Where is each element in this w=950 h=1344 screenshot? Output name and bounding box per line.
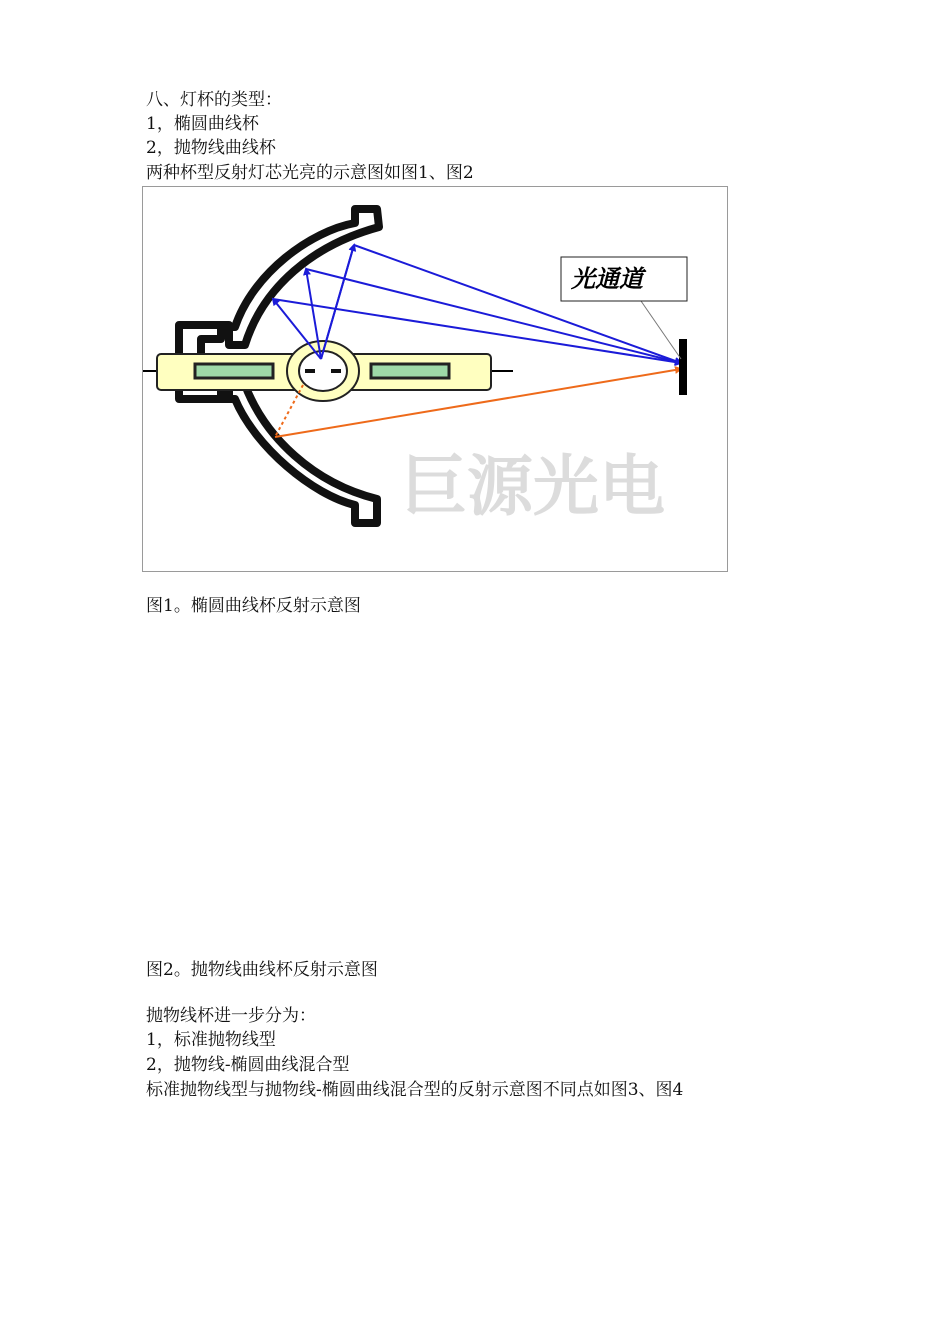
figure-caption: 图1。椭圆曲线杯反射示意图	[146, 596, 361, 616]
figure-caption: 图2。抛物线曲线杯反射示意图	[146, 960, 378, 980]
intro-text: 两种杯型反射灯芯光亮的示意图如图1、图2	[146, 163, 474, 183]
paragraph-intro: 抛物线杯进一步分为：	[146, 1006, 316, 1026]
list-item: 1，标准抛物线型	[146, 1030, 276, 1050]
light-gate	[679, 339, 687, 395]
list-item: 2，抛物线-椭圆曲线混合型	[146, 1055, 350, 1075]
list-item: 1，椭圆曲线杯	[146, 114, 259, 134]
watermark-text: 巨源光电	[401, 448, 665, 525]
callout-label: 光通道	[571, 265, 643, 293]
lamp-electrode-right	[371, 364, 449, 378]
section-heading: 八、灯杯的类型：	[146, 90, 282, 110]
paragraph-summary: 标准抛物线型与抛物线-椭圆曲线混合型的反射示意图不同点如图3、图4	[146, 1080, 684, 1100]
lamp-electrode-left	[195, 364, 273, 378]
list-item: 2，抛物线曲线杯	[146, 138, 276, 158]
elliptical-cup-diagram	[142, 186, 728, 572]
